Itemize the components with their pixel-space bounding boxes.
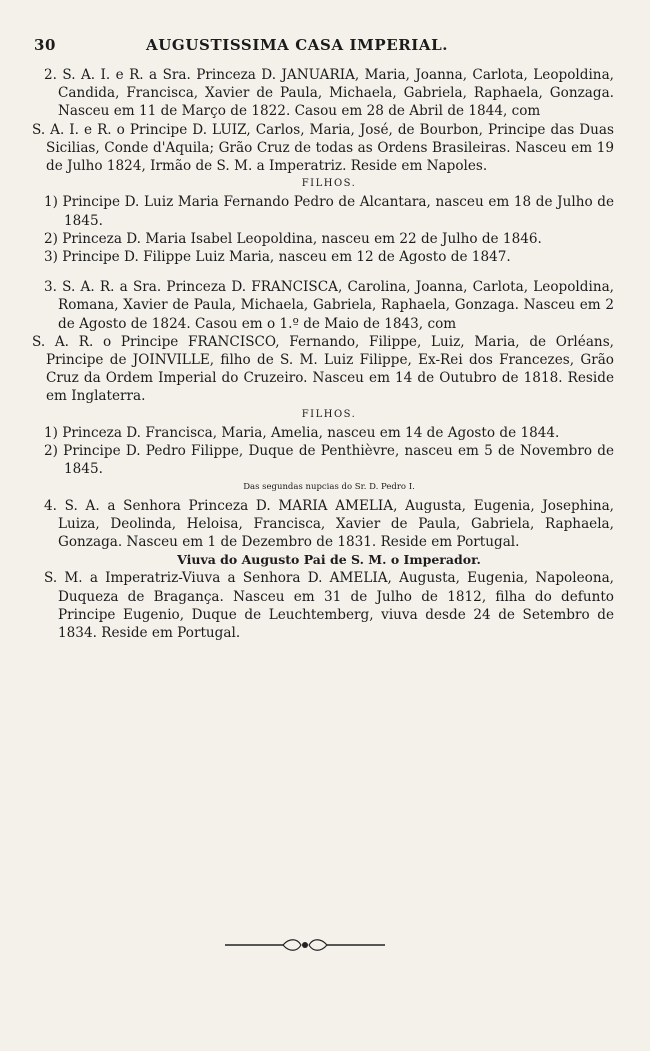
page-number: 30 [34,36,57,54]
children-heading: FILHOS. [301,178,357,190]
page-header [34,36,618,60]
ornament-divider-icon [225,936,385,954]
entry-francisca: 3. S. A. R. a Sra. Princeza D. FRANCISCA, Carolina, Joanna, Carlota, Leopoldina, Romana, Xavier de Paula, Michaela, Gabriela, Raphaela, Gonzaga. Nasceu em 2 de Agosto de 1824. Casou em o 1.º de Maio de 1843, com [44,279,614,332]
entry-spouse-luiz: S. A. I. e R. o Principe D. LUIZ, Carlos, Maria, José, de Bourbon, Principe das Duas Sicilias, Conde d'Aquila; Grão Cruz de todas as Ordens Brasileiras. Nasceu em 19 de Julho 1824, Irmão de S. M. a Imperatriz. Reside em Napoles. [32,121,614,175]
child-entry: 3) Principe D. Filippe Luiz Maria, nasceu em 12 de Agosto de 1847. [44,249,511,266]
running-title: AUGUSTISSIMA CASA IMPERIAL. [146,36,449,54]
entry-amelia: S. M. a Imperatriz-Viuva a Senhora D. AMELIA, Augusta, Eugenia, Napoleona, Duqueza de Bragança. Nasceu em 31 de Julho de 1812, filha do defunto Principe Eugenio, Duque de Leuchtemberg, viuva desde 24 de Setembro de 1834. Reside em Portugal. [44,570,614,642]
child-entry: 2) Principe D. Pedro Filippe, Duque de Penthièvre, nasceu em 5 de Novembro de 1845. [44,443,614,478]
entry-januaria: 2. S. A. I. e R. a Sra. Princeza D. JANUARIA, Maria, Joanna, Carlota, Leopoldina, Candida, Francisca, Xavier de Paula, Michaela, Gabriela, Raphaela, Gonzaga. Nasceu em 11 de Março de 1822. Casou em 28 de Abril de 1844, com [44,67,614,120]
child-entry: 1) Princeza D. Francisca, Maria, Amelia, nasceu em 14 de Agosto de 1844. [44,424,560,441]
child-entry: 1) Principe D. Luiz Maria Fernando Pedro de Alcantara, nasceu em 18 de Julho de 1845. [44,194,614,229]
child-entry: 2) Princeza D. Maria Isabel Leopoldina, nasceu em 22 de Julho de 1846. [44,230,542,247]
children-heading: FILHOS. [301,408,357,420]
page-body [32,66,614,642]
marriage-note: Das segundas nupcias do Sr. D. Pedro I. [243,482,415,493]
entry-maria-amelia: 4. S. A. a Senhora Princeza D. MARIA AMELIA, Augusta, Eugenia, Josephina, Luiza, Deolinda, Heloisa, Francisca, Xavier de Paula, Gabriela, Raphaela, Gonzaga. Nasceu em 1 de Dezembro de 1831. Reside em Portugal. [44,497,614,551]
section-title: Viuva do Augusto Pai de S. M. o Imperador. [177,552,481,568]
entry-spouse-francisco: S. A. R. o Principe FRANCISCO, Fernando, Filippe, Luiz, Maria, de Orléans, Principe de JOINVILLE, filho de S. M. Luiz Filippe, Ex-Rei dos Francezes, Grão Cruz da Ordem Imperial do Cruzeiro. Nasceu em 14 de Outubro de 1818. Reside em Inglaterra. [32,333,614,405]
